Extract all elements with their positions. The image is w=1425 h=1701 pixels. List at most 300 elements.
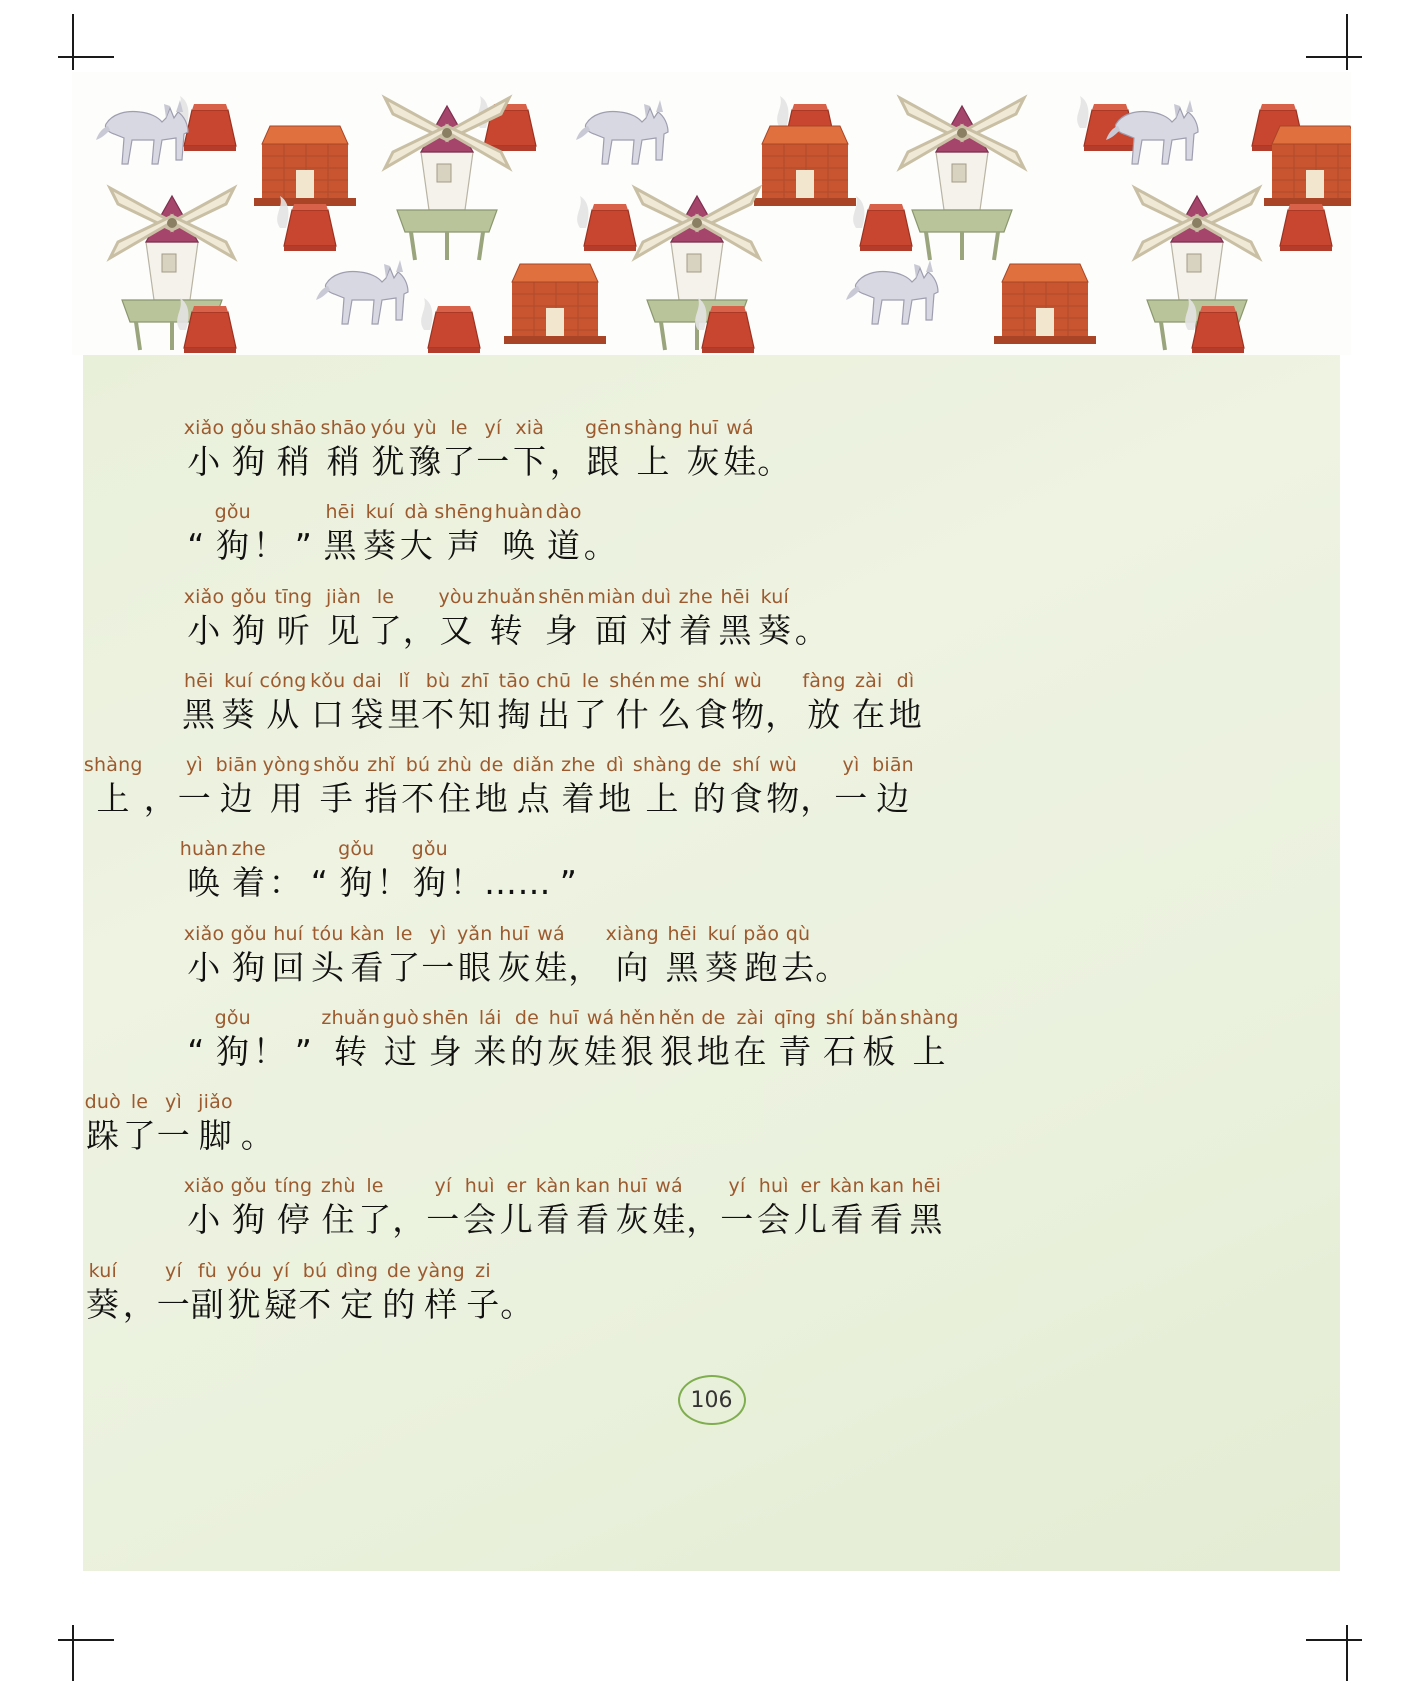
page-number-container (83, 1375, 1340, 1425)
hanzi-unit: 看 (350, 947, 384, 987)
pinyin-unit: kuí (224, 669, 253, 692)
pinyin-unit: dào (545, 501, 582, 524)
pinyin-unit: de (479, 754, 504, 776)
hanzi-unit: 点 (516, 779, 551, 818)
hanzi-unit: 疑 (264, 1284, 298, 1324)
hanzi-unit: ， (143, 779, 178, 818)
hanzi-unit: ” (294, 526, 313, 566)
hanzi-row (179, 862, 1249, 903)
pinyin-unit: huì (464, 1175, 495, 1198)
hanzi-unit: 灰 (497, 947, 531, 987)
hanzi-unit: ！ (449, 863, 484, 903)
pinyin-unit: tāo (498, 669, 530, 692)
pinyin-unit: yì (186, 754, 203, 776)
hanzi-unit: 。 (815, 947, 849, 987)
hanzi-unit: 眼 (458, 947, 492, 987)
pinyin-unit: shēng (434, 501, 494, 524)
hanzi-unit: 口 (311, 694, 345, 734)
pinyin-unit: tóu (311, 922, 344, 945)
pinyin-unit: gǒu (214, 501, 251, 524)
pinyin-unit: kàn (349, 922, 385, 945)
text-line (179, 499, 1249, 566)
hanzi-unit: 的 (692, 779, 727, 818)
hanzi-unit: 样 (424, 1284, 458, 1324)
pinyin-unit: guò (382, 1006, 419, 1029)
pinyin-row (179, 921, 1249, 945)
text-line (83, 1089, 1249, 1156)
hanzi-unit: 石 (823, 1031, 857, 1071)
hanzi-unit: 狗 (232, 947, 266, 987)
hanzi-row (179, 947, 1249, 988)
pinyin-unit: huī (548, 1006, 579, 1029)
hanzi-unit: 跑 (744, 947, 778, 987)
lesson-text-block (83, 415, 1249, 1342)
hanzi-unit: 犹 (227, 1284, 261, 1324)
pinyin-unit: lǐ (398, 669, 410, 692)
hanzi-row (179, 694, 1249, 735)
pinyin-unit: shāo (270, 417, 317, 439)
pinyin-unit: hěn (619, 1006, 656, 1029)
text-line (179, 584, 1249, 651)
pinyin-unit: zhe (231, 838, 266, 861)
hanzi-unit: 过 (384, 1031, 418, 1071)
pinyin-unit: shēn (538, 585, 585, 608)
pinyin-unit: diǎn (512, 754, 555, 776)
pinyin-unit: kan (869, 1175, 905, 1198)
pinyin-unit: gǒu (214, 1006, 251, 1029)
pinyin-unit: dì (896, 669, 915, 692)
pinyin-unit: kuí (88, 1259, 117, 1282)
crop-mark-top-right (1306, 14, 1362, 70)
hanzi-unit: 物 (766, 779, 800, 818)
pinyin-unit: wù (769, 754, 797, 776)
pinyin-unit: huí (273, 922, 304, 945)
pinyin-unit: xiǎo (183, 922, 225, 945)
hanzi-unit: 会 (757, 1200, 791, 1240)
pinyin-unit: shí (732, 754, 761, 776)
pinyin-unit: shàng (623, 417, 683, 439)
hanzi-unit: 边 (876, 779, 910, 818)
hanzi-unit: 道 (547, 526, 581, 566)
pinyin-unit: yí (434, 1175, 452, 1198)
hanzi-unit: 什 (615, 694, 650, 734)
hanzi-row (179, 1031, 1249, 1072)
hanzi-unit: 对 (639, 610, 673, 650)
hanzi-unit: 娃 (534, 947, 568, 987)
hanzi-unit: ： (268, 863, 303, 903)
pinyin-unit: bù (425, 669, 451, 692)
hanzi-unit: 着 (232, 863, 266, 903)
hanzi-unit: 食 (729, 779, 763, 818)
hanzi-unit: 看 (830, 1200, 864, 1240)
pinyin-unit: wá (655, 1175, 683, 1198)
hanzi-row (83, 778, 1249, 819)
text-line (179, 1005, 1249, 1072)
pinyin-unit: duò (84, 1091, 121, 1113)
hanzi-unit: 儿 (499, 1200, 534, 1240)
hanzi-unit: ！ (376, 863, 410, 903)
pinyin-unit: gǒu (230, 417, 267, 439)
hanzi-unit: 停 (276, 1200, 311, 1240)
pinyin-unit: yì (842, 754, 860, 776)
hanzi-unit: 小 (187, 1200, 221, 1240)
hanzi-unit: ， (568, 947, 602, 987)
pinyin-row (179, 1005, 1249, 1029)
pinyin-unit: huàn (179, 838, 229, 861)
crop-mark-bottom-left (58, 1625, 114, 1681)
pinyin-unit: yàng (417, 1259, 465, 1282)
pinyin-unit: zhù (320, 1175, 356, 1198)
pinyin-unit: kan (575, 1175, 611, 1198)
pinyin-unit: zhuǎn (476, 585, 536, 608)
pinyin-unit: zài (855, 669, 883, 692)
pinyin-unit: dai (352, 669, 383, 692)
pinyin-unit: zhe (561, 754, 596, 776)
hanzi-unit: 住 (321, 1200, 355, 1240)
pinyin-unit: pǎo (743, 922, 780, 945)
text-line (83, 1258, 1249, 1325)
lesson-page-panel (83, 355, 1340, 1571)
text-line (179, 415, 1249, 482)
hanzi-unit: 大 (399, 526, 434, 566)
hanzi-unit: 黑 (718, 610, 752, 650)
hanzi-unit: 儿 (793, 1200, 828, 1240)
hanzi-unit: 身 (428, 1031, 463, 1071)
pinyin-unit: huī (499, 922, 530, 945)
hanzi-unit: 黑 (182, 694, 216, 734)
text-line (179, 668, 1249, 735)
pinyin-unit: shén (609, 669, 656, 692)
hanzi-unit: 一 (177, 779, 212, 818)
hanzi-unit: 转 (489, 610, 523, 650)
pinyin-unit: yì (429, 922, 447, 945)
hanzi-unit: 黑 (665, 947, 699, 987)
pinyin-row (83, 752, 1249, 776)
hanzi-unit: 转 (334, 1031, 368, 1071)
hanzi-unit: 上 (912, 1031, 946, 1071)
hanzi-unit: 狠 (620, 1031, 654, 1071)
pinyin-unit: yù (413, 417, 437, 439)
hanzi-unit: 一 (720, 1200, 754, 1240)
pinyin-unit: de (386, 1259, 412, 1282)
pinyin-unit: jiǎo (198, 1091, 233, 1113)
pinyin-unit: de (697, 754, 722, 776)
hanzi-unit: 了 (122, 1116, 157, 1155)
pinyin-unit: gǒu (230, 922, 267, 945)
hanzi-unit: 狗 (216, 1031, 250, 1071)
hanzi-unit: 袋 (350, 694, 384, 734)
pinyin-unit: biān (872, 754, 914, 776)
hanzi-unit: ， (402, 610, 437, 650)
hanzi-unit: ！ (252, 526, 287, 566)
pinyin-unit: er (506, 1175, 527, 1198)
pinyin-unit: shí (825, 1006, 854, 1029)
hanzi-unit: 。 (757, 442, 791, 481)
pinyin-unit: le (581, 669, 600, 692)
hanzi-unit: 狠 (660, 1031, 694, 1071)
hanzi-row (179, 525, 1249, 566)
pinyin-unit: hēi (911, 1175, 942, 1198)
pinyin-unit: miàn (587, 585, 636, 608)
hanzi-unit: 一 (421, 947, 455, 987)
pinyin-unit: zhe (678, 585, 713, 608)
hanzi-unit: 回 (271, 947, 305, 987)
pinyin-unit: gǒu (230, 585, 267, 608)
hanzi-unit: 出 (537, 694, 571, 734)
hanzi-unit: 会 (463, 1200, 497, 1240)
hanzi-unit: 娃 (652, 1200, 686, 1240)
hanzi-unit: 看 (536, 1200, 570, 1240)
hanzi-unit: ， (765, 694, 799, 734)
pinyin-row (179, 415, 1249, 439)
hanzi-unit: “ (187, 526, 205, 566)
hanzi-unit: 看 (870, 1200, 904, 1240)
hanzi-unit: 。 (240, 1116, 275, 1155)
hanzi-unit: 犹 (371, 442, 405, 481)
hanzi-unit: ” (294, 1031, 313, 1071)
hanzi-unit: 物 (731, 694, 765, 734)
pinyin-unit: huī (688, 417, 719, 439)
pinyin-unit: yǎn (456, 922, 493, 945)
hanzi-unit: 副 (190, 1284, 225, 1324)
hanzi-unit: 掏 (497, 694, 531, 734)
hanzi-unit: …… (484, 863, 551, 903)
hanzi-unit: 见 (326, 610, 361, 650)
hanzi-unit: 又 (439, 610, 473, 650)
pinyin-unit: shàng (632, 754, 692, 776)
pinyin-unit: shàng (83, 754, 143, 776)
hanzi-row (83, 1284, 1249, 1325)
hanzi-unit: 一 (834, 779, 868, 818)
hanzi-unit: 。 (794, 610, 829, 650)
hanzi-unit: ， (122, 1284, 157, 1324)
hanzi-unit: 面 (594, 610, 629, 650)
hanzi-unit: 一 (156, 1116, 191, 1155)
pinyin-unit: gēn (585, 417, 622, 439)
pinyin-unit: zhǐ (367, 754, 396, 776)
hanzi-unit: 黑 (909, 1200, 943, 1240)
hanzi-unit: 唤 (502, 526, 536, 566)
pinyin-unit: hēi (325, 501, 356, 524)
hanzi-unit: 来 (473, 1031, 507, 1071)
pinyin-unit: kuí (760, 585, 789, 608)
hanzi-unit: 狗 (232, 1200, 266, 1240)
pinyin-unit: bǎn (861, 1006, 898, 1029)
pinyin-unit: kuí (365, 501, 394, 524)
pinyin-unit: fàng (802, 669, 846, 692)
pinyin-unit: xiàng (605, 922, 659, 945)
pinyin-unit: tíng (274, 1175, 313, 1198)
hanzi-unit: 看 (576, 1200, 610, 1240)
hanzi-unit: ， (800, 779, 834, 818)
pinyin-unit: kǒu (310, 669, 346, 692)
pinyin-unit: fù (197, 1259, 218, 1282)
pinyin-unit: hēi (183, 669, 214, 692)
hanzi-row (179, 441, 1249, 482)
pinyin-row (179, 1173, 1249, 1197)
pinyin-unit: kuí (707, 922, 736, 945)
pinyin-unit: me (659, 669, 690, 692)
hanzi-unit: 娃 (583, 1031, 618, 1071)
hanzi-unit: 葵 (363, 526, 397, 566)
hanzi-unit: 地 (598, 779, 632, 818)
hanzi-unit: 脚 (198, 1116, 233, 1155)
hanzi-unit: 葵 (221, 694, 255, 734)
pinyin-unit: hēi (720, 585, 751, 608)
hanzi-unit: ， (392, 1200, 426, 1240)
hanzi-unit: 么 (657, 694, 692, 734)
hanzi-unit: 着 (561, 779, 595, 818)
hanzi-unit: 不 (421, 694, 455, 734)
pinyin-unit: huī (617, 1175, 648, 1198)
pinyin-unit: bú (302, 1259, 328, 1282)
pinyin-unit: yóu (226, 1259, 262, 1282)
pinyin-unit: chū (536, 669, 572, 692)
pinyin-unit: zhù (437, 754, 473, 776)
pinyin-unit: hěn (658, 1006, 695, 1029)
pinyin-unit: de (514, 1006, 540, 1029)
pinyin-unit: yí (484, 417, 502, 439)
hanzi-unit: 里 (387, 694, 421, 734)
hanzi-unit: 了 (387, 947, 421, 987)
crop-mark-top-left (58, 14, 114, 70)
hanzi-unit: 狗 (413, 863, 447, 903)
pinyin-unit: gǒu (230, 1175, 267, 1198)
hanzi-unit: 黑 (323, 526, 357, 566)
hanzi-unit: 灰 (547, 1031, 581, 1071)
pinyin-unit: le (395, 922, 413, 945)
pinyin-unit: gǒu (411, 838, 448, 861)
hanzi-unit: “ (187, 1031, 205, 1071)
hanzi-unit: 一 (476, 442, 510, 481)
hanzi-unit: ， (549, 442, 584, 481)
pinyin-unit: zi (475, 1259, 491, 1282)
hanzi-unit: 青 (778, 1031, 812, 1071)
pinyin-unit: le (376, 585, 395, 608)
hanzi-unit: 跺 (86, 1116, 120, 1155)
hanzi-unit: 稍 (326, 442, 361, 481)
hanzi-unit: 声 (447, 526, 481, 566)
pinyin-unit: huàn (494, 501, 544, 524)
pinyin-unit: zhī (460, 669, 489, 692)
hanzi-unit: 手 (319, 779, 354, 818)
hanzi-unit: 身 (544, 610, 579, 650)
text-line (179, 836, 1249, 903)
hanzi-unit: 从 (266, 694, 300, 734)
hanzi-unit: 狗 (339, 863, 373, 903)
pinyin-unit: hēi (667, 922, 698, 945)
hanzi-unit: 一 (426, 1200, 460, 1240)
pinyin-unit: shāo (320, 417, 367, 439)
hanzi-unit: 下 (513, 442, 547, 481)
pinyin-unit: le (450, 417, 468, 439)
pinyin-unit: de (701, 1006, 726, 1029)
hanzi-unit: 听 (276, 610, 311, 650)
text-line (179, 1173, 1249, 1240)
pinyin-unit: zài (736, 1006, 764, 1029)
pinyin-unit: huì (758, 1175, 789, 1198)
pinyin-unit: wá (726, 417, 754, 439)
hanzi-unit: 唤 (187, 863, 221, 903)
hanzi-unit: 上 (96, 779, 130, 818)
pinyin-unit: lái (478, 1006, 502, 1029)
hanzi-unit: 地 (696, 1031, 731, 1071)
hanzi-unit: 指 (364, 779, 398, 818)
hanzi-unit: 小 (187, 610, 221, 650)
hanzi-unit: 去 (781, 947, 815, 987)
pinyin-unit: tīng (274, 585, 313, 608)
hanzi-unit: 。 (583, 526, 618, 566)
pinyin-row (83, 1089, 1249, 1113)
hanzi-unit: ！ (252, 1031, 287, 1071)
pinyin-unit: biān (215, 754, 258, 776)
pinyin-row (179, 836, 1249, 860)
pinyin-row (179, 668, 1249, 692)
windmill-donkey-illustration-band (72, 72, 1351, 355)
page-number: 106 (678, 1375, 746, 1425)
hanzi-unit: 小 (187, 442, 221, 481)
hanzi-unit: 狗 (232, 442, 266, 481)
hanzi-unit: 向 (615, 947, 649, 987)
hanzi-unit: 了 (358, 1200, 392, 1240)
pinyin-unit: yòng (262, 754, 311, 776)
pinyin-unit: cóng (259, 669, 307, 692)
hanzi-unit: 葵 (758, 610, 792, 650)
pinyin-unit: shàng (899, 1006, 959, 1029)
hanzi-unit: 豫 (408, 442, 442, 481)
pinyin-unit: bú (405, 754, 431, 776)
pinyin-unit: shí (697, 669, 726, 692)
pinyin-unit: dìng (335, 1259, 379, 1282)
hanzi-unit: 上 (636, 442, 670, 481)
hanzi-unit: 一 (156, 1284, 191, 1324)
pinyin-unit: wá (586, 1006, 615, 1029)
pinyin-unit: xiǎo (183, 417, 225, 439)
pinyin-unit: yí (272, 1259, 290, 1282)
hanzi-unit: 灰 (686, 442, 720, 481)
hanzi-unit: 不 (401, 779, 435, 818)
hanzi-unit: 葵 (86, 1284, 120, 1324)
hanzi-unit: 头 (311, 947, 345, 987)
pinyin-unit: yòu (438, 585, 474, 608)
hanzi-unit: 住 (438, 779, 472, 818)
pinyin-unit: wá (537, 922, 565, 945)
pinyin-row (179, 584, 1249, 608)
hanzi-unit: ” (559, 863, 578, 903)
pinyin-unit: duì (641, 585, 672, 608)
pinyin-unit: yóu (370, 417, 406, 439)
pinyin-unit: le (366, 1175, 384, 1198)
pinyin-unit: kàn (535, 1175, 571, 1198)
hanzi-unit: ， (686, 1200, 720, 1240)
hanzi-unit: 了 (573, 694, 608, 734)
hanzi-unit: 子 (466, 1284, 500, 1324)
hanzi-unit: 地 (474, 779, 509, 818)
pinyin-unit: zhuǎn (321, 1006, 381, 1029)
pinyin-row (179, 499, 1249, 523)
hanzi-unit: 用 (269, 779, 304, 818)
hanzi-unit: 食 (694, 694, 728, 734)
hanzi-row (179, 1199, 1249, 1240)
pinyin-unit: xià (515, 417, 545, 439)
hanzi-unit: 小 (187, 947, 221, 987)
hanzi-unit: 的 (510, 1031, 544, 1071)
hanzi-unit: 的 (382, 1284, 416, 1324)
hanzi-unit: 在 (733, 1031, 767, 1071)
pinyin-unit: yí (728, 1175, 746, 1198)
hanzi-unit: 狗 (216, 526, 250, 566)
pinyin-unit: yí (165, 1259, 182, 1282)
